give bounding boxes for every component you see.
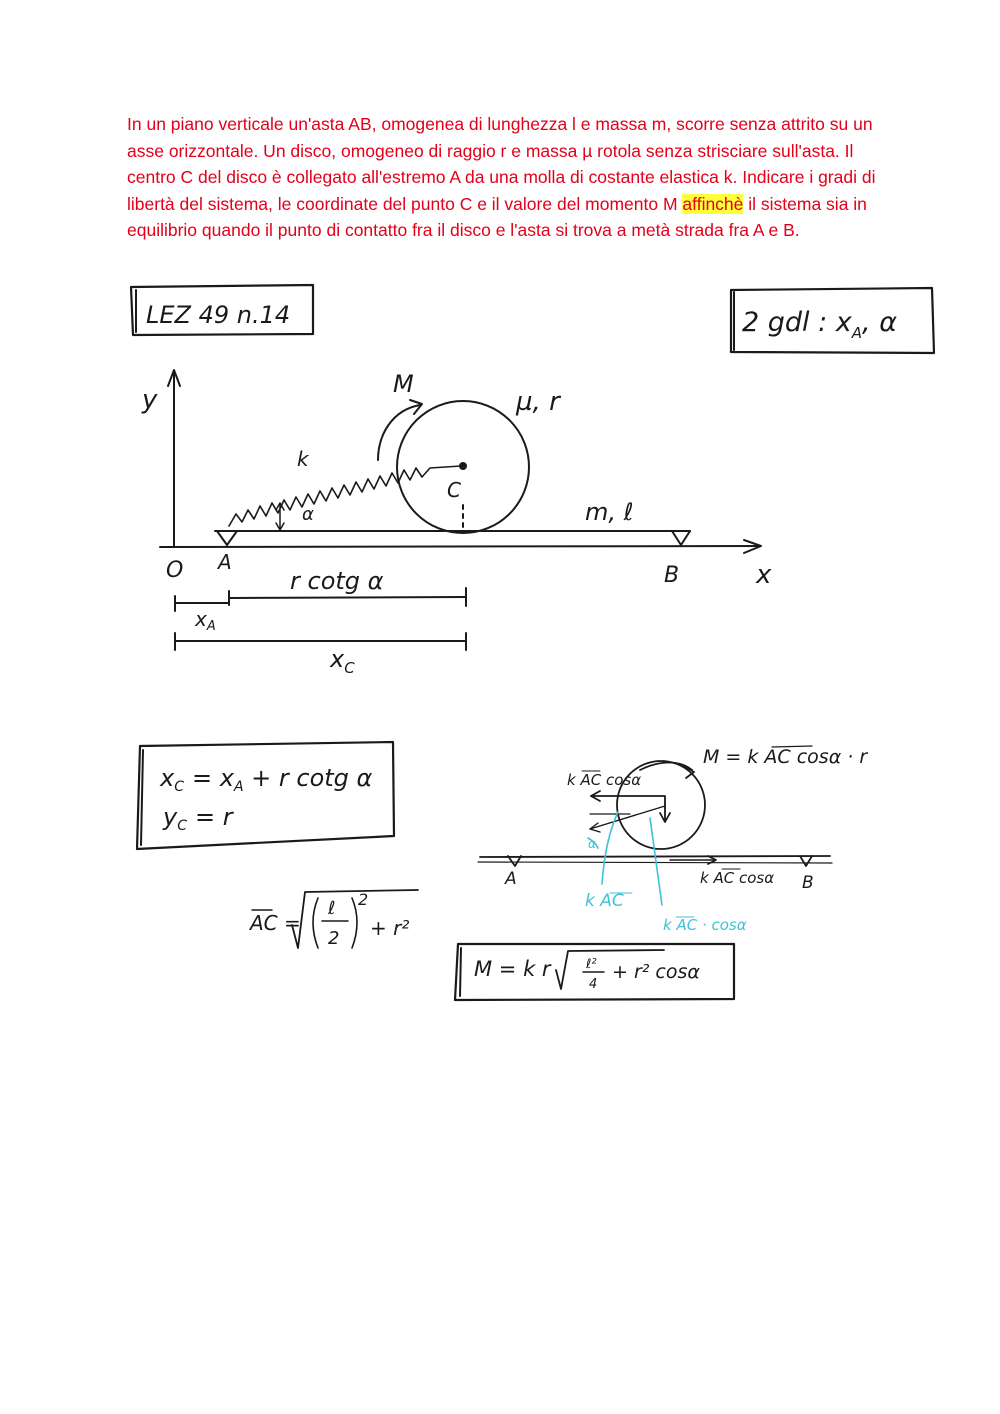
xc-rhs-sub: A <box>233 779 244 795</box>
point-a-label: A <box>218 550 232 574</box>
force-construction <box>591 796 665 820</box>
yc-rhs: = r <box>194 803 233 831</box>
xc-rhs-tail: + r cotg α <box>243 764 373 792</box>
lecture-reference-box <box>131 285 313 335</box>
svg-text:xC= xA + r cotg α <box>159 764 373 795</box>
dof-box <box>731 288 934 353</box>
spring <box>229 466 461 526</box>
xc-lhs: x <box>160 764 175 792</box>
angle-label: α <box>302 504 314 525</box>
y-axis-label: y <box>142 385 158 415</box>
svg-text:xA <box>194 607 216 634</box>
origin-label: O <box>166 558 184 583</box>
ac-frac-den: 2 <box>328 928 340 949</box>
disk-2 <box>617 761 705 849</box>
ac-frac-num: ℓ <box>328 898 336 919</box>
cyan-force-label: k AC <box>585 891 624 911</box>
point-b2-label: B <box>802 873 814 893</box>
point-c-label: C <box>447 478 461 502</box>
xc-rhs: = x <box>191 764 234 792</box>
spring-label: k <box>297 447 309 471</box>
slider-b <box>672 531 690 545</box>
left-force-label: k AC cosα <box>567 771 642 789</box>
point-b-label: B <box>664 563 680 588</box>
xc-lhs-sub: C <box>174 779 184 795</box>
result-box <box>455 944 734 1000</box>
dim-xc-subscript: C <box>344 659 355 677</box>
result-frac-den: 4 <box>589 977 598 992</box>
bottom-force-label: k AC cosα <box>700 869 775 887</box>
dim-rcotg-label: r cotg α <box>290 567 384 595</box>
figure-2 <box>478 746 868 934</box>
x-axis-label: x <box>756 560 772 590</box>
lecture-reference: LEZ 49 n.14 <box>146 301 291 329</box>
figure-1 <box>141 370 772 677</box>
svg-text:yC= r <box>162 803 235 834</box>
moment-label: M <box>393 370 414 398</box>
ac-pow: 2 <box>358 890 369 909</box>
ac-tail: + r² <box>370 916 410 940</box>
highlighted-word: affinchè <box>682 193 744 214</box>
yc-lhs-sub: C <box>177 818 187 834</box>
ac-lhs: AC = <box>250 911 301 935</box>
yc-lhs: y <box>163 803 178 831</box>
rod-label: m, ℓ <box>585 498 634 526</box>
svg-text:xC <box>329 645 355 677</box>
x-axis <box>160 546 760 547</box>
ac-equation <box>248 890 418 949</box>
problem-text-start: In un piano verticale un'asta AB, omogenea di lunghezza l e massa m, scorre senza attrito su un asse orizzontale. Un disco, omogeneo di raggio r e massa µ rotola senza strisciare sull'asta. Il centro C del disco è collegato all'estremo A da una molla di costante elastica k. Indicare i gradi di libertà del sistema, le coordinate del punto C e il valore del momento M <box>127 114 876 214</box>
point-a2-label: A <box>505 869 517 889</box>
dof-tail: , α <box>862 307 898 338</box>
dim-xc-label: x <box>330 645 345 673</box>
svg-text:2 gdl : xA, α <box>742 307 897 342</box>
result-tail: + r² cosα <box>612 961 700 983</box>
result-frac-num: ℓ² <box>586 957 597 972</box>
dim-line-rcotg <box>229 597 466 598</box>
dof-subscript: A <box>851 324 863 342</box>
coordinates-box <box>137 742 394 849</box>
slider-a <box>217 531 237 545</box>
dof-label: 2 gdl : x <box>742 307 852 338</box>
moment-equation: M = k AC cosα · r <box>703 746 868 768</box>
problem-text-end: il sistema sia in equilibrio quando il punto di contatto fra il disco e l'asta si trova a metà strada fra A e B. <box>127 193 867 241</box>
cyan-force-cos-label: k AC · cosα <box>663 916 747 934</box>
disk-label: µ, r <box>516 387 560 417</box>
cyan-alpha-label: α <box>588 837 596 851</box>
result-lhs: M = k r <box>474 957 551 981</box>
dim-xa-subscript: A <box>206 619 216 634</box>
dim-xa-label: x <box>195 607 207 631</box>
